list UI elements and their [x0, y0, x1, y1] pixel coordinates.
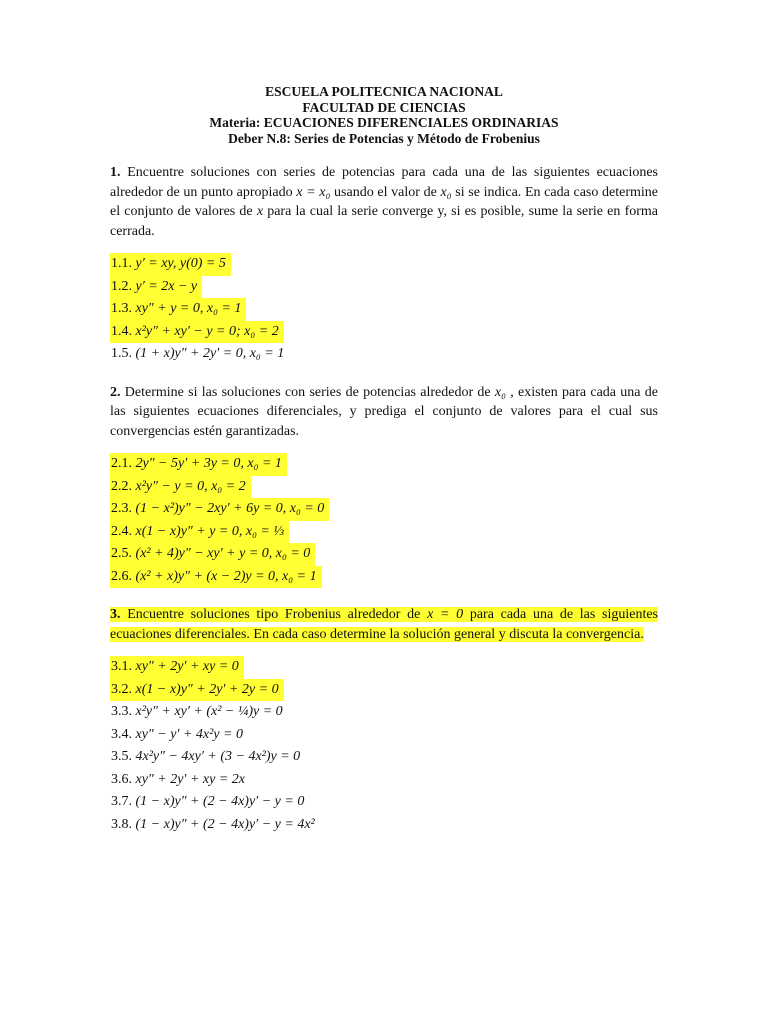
document-header — [110, 84, 658, 146]
exercise-equation: (1 − x)y″ + (2 − 4x)y′ − y = 4x² — [135, 816, 315, 832]
statement-text: , existen para cada una de las siguientes ecuaciones diferenciales, y prediga el conjunto de valores para el cual sus convergencias estén garantizadas. — [110, 384, 658, 439]
statement-math: x = 0 — [427, 607, 464, 622]
statement-text: para cada una de las siguientes ecuaciones diferenciales. En cada caso determine la solución general y discuta la convergencia. — [110, 607, 658, 642]
exercise-item — [110, 679, 658, 702]
section-2-exercise-list — [110, 453, 658, 588]
exercise-item — [110, 321, 658, 344]
exercise-equation: x(1 − x)y″ + 2y′ + 2y = 0 — [135, 681, 279, 697]
exercise-label: 3.5. — [111, 749, 132, 764]
exercise-label: 2.1. — [111, 456, 132, 471]
exercise-item — [110, 656, 658, 679]
exercise-label: 2.4. — [111, 523, 132, 539]
exercise-label: 1.4. — [111, 323, 132, 339]
section-3-highlight — [110, 607, 658, 642]
exercise-item — [110, 498, 658, 521]
exercise-item — [110, 476, 658, 499]
exercise-highlight — [110, 321, 284, 344]
section-3-statement — [110, 605, 658, 644]
exercise-item — [110, 791, 658, 814]
section-1-number: 1. — [110, 165, 121, 180]
document-page — [110, 84, 658, 836]
exercise-label: 1.5. — [111, 346, 132, 361]
exercise-equation: (1 − x)y″ + (2 − 4x)y′ − y = 0 — [135, 794, 305, 809]
exercise-equation: xy″ + y = 0, x₀ = 1 — [135, 301, 242, 316]
assignment-title: Deber N.8: Series de Potencias y Método de Frobenius — [228, 130, 540, 146]
exercise-equation: xy″ + 2y′ + xy = 2x — [135, 771, 246, 787]
exercise-item — [110, 543, 658, 566]
statement-math: x = x₀ — [296, 184, 331, 200]
exercise-equation: x²y″ + xy′ − y = 0; x₀ = 2 — [135, 323, 279, 339]
exercise-label: 3.4. — [111, 726, 132, 742]
exercise-item — [110, 769, 658, 792]
exercise-label: 2.3. — [111, 501, 132, 516]
exercise-equation: xy″ + 2y′ + xy = 0 — [135, 659, 239, 674]
exercise-label: 3.2. — [111, 681, 132, 697]
exercise-item — [110, 566, 658, 589]
exercise-equation: x²y″ − y = 0, x₀ = 2 — [135, 478, 246, 494]
statement-text: si se indica. En cada caso determine el conjunto de valores de — [110, 184, 659, 219]
exercise-highlight — [110, 656, 244, 679]
section-1-statement — [110, 163, 658, 241]
exercise-highlight — [110, 814, 320, 837]
exercise-highlight — [110, 298, 246, 321]
exercise-label: 3.7. — [111, 794, 132, 809]
exercise-label: 2.2. — [111, 478, 132, 494]
exercise-item — [110, 724, 658, 747]
section-3-number: 3. — [110, 607, 121, 622]
exercise-label: 2.5. — [111, 546, 132, 561]
section-2-statement — [110, 383, 658, 442]
exercise-label: 3.3. — [111, 704, 132, 719]
exercise-item — [110, 276, 658, 299]
exercise-item — [110, 343, 658, 366]
exercise-highlight — [110, 724, 248, 747]
statement-math: x₀ — [494, 384, 506, 400]
statement-math: x — [256, 204, 264, 219]
exercise-equation: (x² + 4)y″ − xy′ + y = 0, x₀ = 0 — [135, 546, 311, 561]
exercise-equation: (x² + x)y″ + (x − 2)y = 0, x₀ = 1 — [135, 568, 317, 584]
exercise-item — [110, 701, 658, 724]
exercise-highlight — [110, 746, 305, 769]
section-1-exercise-list — [110, 253, 658, 366]
exercise-label: 1.1. — [111, 256, 132, 271]
exercise-highlight — [110, 476, 251, 499]
exercise-highlight — [110, 498, 329, 521]
exercise-item — [110, 814, 658, 837]
exercise-item — [110, 253, 658, 276]
section-3-exercise-list — [110, 656, 658, 836]
exercise-highlight — [110, 453, 287, 476]
exercise-equation: x(1 − x)y″ + y = 0, x₀ = ⅓ — [135, 523, 284, 539]
exercise-equation: y′ = 2x − y — [135, 278, 198, 294]
statement-text: para la cual la serie converge y, si es posible, sume la serie en forma cerrada. — [110, 204, 658, 239]
exercise-equation: xy″ − y′ + 4x²y = 0 — [135, 726, 244, 742]
exercise-highlight — [110, 343, 289, 366]
exercise-equation: y′ = xy, y(0) = 5 — [135, 256, 226, 271]
exercise-label: 3.6. — [111, 771, 132, 787]
exercise-item — [110, 521, 658, 544]
exercise-highlight — [110, 679, 284, 702]
statement-text: Determine si las soluciones con series de potencias alrededor de — [120, 384, 495, 400]
exercise-highlight — [110, 276, 202, 299]
statement-math: x₀ — [440, 184, 452, 200]
exercise-equation: 2y″ − 5y′ + 3y = 0, x₀ = 1 — [135, 456, 282, 471]
exercise-label: 3.1. — [111, 659, 132, 674]
exercise-equation: (1 − x²)y″ − 2xy′ + 6y = 0, x₀ = 0 — [135, 501, 325, 516]
course-name: Materia: ECUACIONES DIFERENCIALES ORDINARIAS — [209, 115, 559, 130]
statement-text: Encuentre soluciones con series de potencias para cada una de las siguientes ecuaciones alrededor de un punto apropiado — [110, 165, 658, 200]
exercise-equation: (1 + x)y″ + 2y′ = 0, x₀ = 1 — [135, 346, 285, 361]
exercise-label: 1.3. — [111, 301, 132, 316]
exercise-highlight — [110, 791, 309, 814]
faculty-name: FACULTAD DE CIENCIAS — [302, 99, 466, 115]
exercise-label: 3.8. — [111, 816, 132, 832]
exercise-highlight — [110, 521, 289, 544]
exercise-highlight — [110, 543, 315, 566]
exercise-item — [110, 298, 658, 321]
exercise-item — [110, 453, 658, 476]
exercise-highlight — [110, 253, 231, 276]
section-2-number: 2. — [110, 384, 121, 400]
exercise-highlight — [110, 769, 250, 792]
exercise-equation: x²y″ + xy′ + (x² − ¼)y = 0 — [135, 704, 283, 719]
exercise-equation: 4x²y″ − 4xy′ + (3 − 4x²)y = 0 — [135, 749, 301, 764]
exercise-highlight — [110, 566, 322, 589]
institution-name: ESCUELA POLITECNICA NACIONAL — [265, 84, 503, 99]
statement-text: usando el valor de — [330, 184, 441, 200]
exercise-label: 1.2. — [111, 278, 132, 294]
exercise-highlight — [110, 701, 288, 724]
exercise-item — [110, 746, 658, 769]
statement-text: Encuentre soluciones tipo Frobenius alrededor de — [120, 607, 428, 622]
exercise-label: 2.6. — [111, 568, 132, 584]
